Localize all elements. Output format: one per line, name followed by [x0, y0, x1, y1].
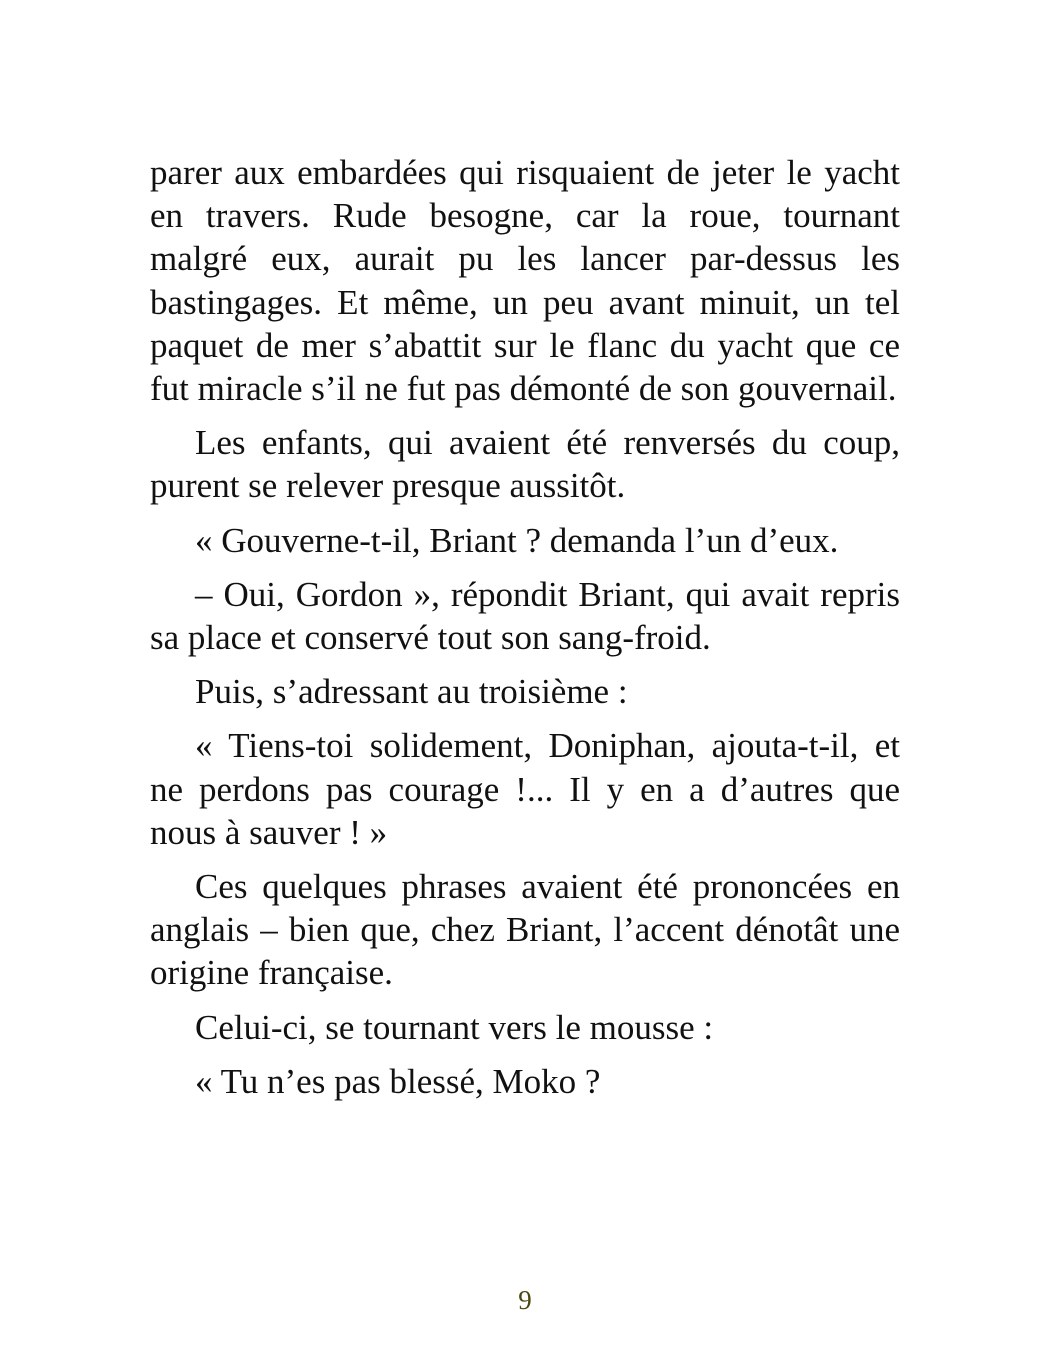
paragraph-4: – Oui, Gordon », répondit Briant, qui avait repris sa place et conservé tout son sang-froid.: [150, 574, 900, 658]
paragraph-7: Ces quelques phrases avaient été prononcées en anglais – bien que, chez Briant, l’accent dénotât une origine française.: [150, 867, 900, 993]
paragraph-6: « Tiens-toi solidement, Doniphan, ajouta-t-il, et ne perdons pas courage !... Il y en a d’autres que nous à sauver ! »: [150, 726, 900, 852]
paragraph-5: Puis, s’adressant au troisième :: [195, 672, 628, 712]
paragraph-9: « Tu n’es pas blessé, Moko ?: [195, 1061, 601, 1101]
page-number: 9: [518, 1285, 532, 1315]
paragraph-2: Les enfants, qui avaient été renversés du coup, purent se relever presque aussitôt.: [150, 423, 900, 506]
paragraph-3: « Gouverne-t-il, Briant ? demanda l’un d’eux.: [195, 520, 839, 560]
paragraph-8: Celui-ci, se tournant vers le mousse :: [195, 1007, 714, 1047]
body-text: [150, 151, 900, 1114]
paragraph-1: parer aux embardées qui risquaient de jeter le yacht en travers. Rude besogne, car la roue, tournant malgré eux, aurait pu les lancer par-dessus les bastingages. Et même, un peu avant minuit, un tel paquet de mer s’abattit sur le flanc du yacht que ce fut miracle s’il ne fut pas démonté de son gouvernail.: [150, 153, 900, 409]
